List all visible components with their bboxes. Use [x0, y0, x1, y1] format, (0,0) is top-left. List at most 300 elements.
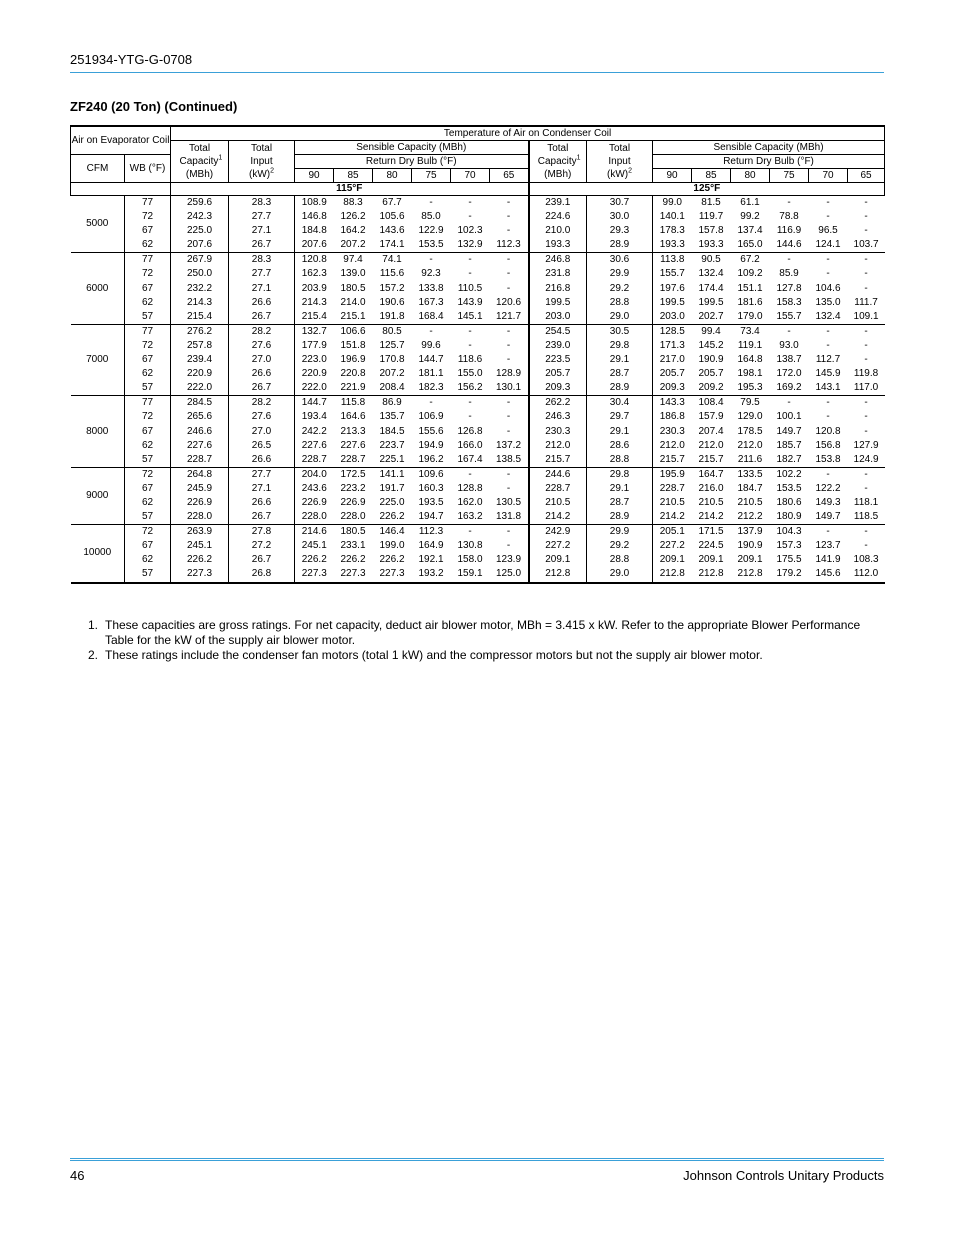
table-cell: 209.3 [653, 381, 692, 396]
table-cell: 30.0 [587, 210, 653, 224]
table-cell: 172.5 [334, 467, 373, 482]
table-cell: 128.9 [496, 368, 522, 380]
temp-125-label: 125°F [529, 183, 885, 196]
table-cell: 209.2 [698, 382, 724, 394]
table-cell: 164.7 [692, 467, 731, 482]
table-cell: 175.5 [776, 554, 802, 566]
table-cell: 228.0 [171, 510, 229, 525]
wb-value: 72 [125, 467, 171, 482]
table-row [71, 296, 885, 310]
table-cell: 192.1 [418, 554, 444, 566]
table-cell: 112.3 [496, 239, 521, 251]
table-cell: 210.5 [529, 496, 587, 510]
table-cell: 276.2 [171, 324, 229, 339]
cfm-value: 6000 [71, 253, 125, 324]
table-cell: 29.9 [587, 267, 653, 281]
table-cell: 106.9 [418, 411, 444, 423]
table-cell: 27.0 [229, 353, 295, 367]
table-cell: - [826, 211, 830, 223]
table-cell: 215.4 [295, 310, 334, 325]
table-cell: 196.2 [418, 453, 444, 465]
table-cell: 109.1 [853, 310, 879, 322]
table-cell: 27.7 [229, 210, 295, 224]
table-cell: 199.5 [529, 296, 587, 310]
table-cell: 144.7 [295, 396, 334, 411]
table-cell: 125.7 [379, 339, 405, 351]
table-cell: 130.1 [496, 382, 522, 394]
table-cell: 149.3 [815, 496, 841, 508]
table-row [71, 224, 885, 238]
table-cell: - [412, 253, 451, 268]
table-cell: 227.6 [340, 439, 366, 451]
table-cell: 29.1 [587, 353, 653, 367]
table-cell: 74.1 [373, 253, 412, 268]
table-cell: - [848, 396, 885, 411]
table-cell: 242.9 [529, 525, 587, 540]
temp-condenser-header: Temperature of Air on Condenser Coil [171, 126, 885, 141]
table-row [71, 238, 885, 253]
table-cell: 132.7 [295, 324, 334, 339]
table-cell: 180.5 [334, 525, 373, 540]
table-cell: - [506, 225, 511, 237]
table-cell: 122.2 [815, 482, 841, 494]
table-cell: 210.5 [653, 496, 692, 510]
wb-value: 57 [125, 453, 171, 468]
wb-header: WB (°F) [125, 155, 171, 183]
table-cell: 207.2 [340, 239, 366, 251]
footer-company: Johnson Controls Unitary Products [683, 1168, 884, 1183]
table-cell: 133.5 [731, 467, 770, 482]
superscript-1: 1 [576, 154, 581, 162]
table-cell: 108.4 [692, 396, 731, 411]
table-cell: 190.9 [737, 540, 763, 552]
table-cell: 28.9 [587, 238, 653, 253]
table-cell: 226.2 [379, 511, 405, 523]
table-cell: 210.5 [698, 496, 724, 508]
table-cell: 127.9 [853, 439, 879, 451]
table-cell: 185.7 [776, 439, 802, 451]
table-cell: 158.3 [776, 296, 802, 308]
table-cell: 29.0 [587, 567, 653, 582]
table-cell: 131.8 [496, 511, 522, 523]
footnote-text: These ratings include the condenser fan motors (total 1 kW) and the compressor motors but not the supply air blower motor. [105, 648, 763, 662]
table-cell: 96.5 [818, 225, 838, 237]
table-cell: 29.0 [587, 310, 653, 325]
table-cell: 262.2 [529, 396, 587, 411]
table-cell: - [864, 225, 868, 237]
table-cell: 215.7 [698, 453, 724, 465]
table-row [71, 310, 885, 325]
table-cell: 194.9 [418, 439, 444, 451]
table-cell: 177.9 [295, 339, 334, 353]
table-cell: 78.8 [779, 211, 799, 223]
table-cell: 259.6 [171, 196, 229, 211]
table-cell: 209.1 [698, 554, 724, 566]
table-cell: 143.3 [653, 396, 692, 411]
table-cell: 146.4 [373, 525, 412, 540]
wb-value: 57 [125, 310, 171, 325]
table-cell: 216.0 [698, 482, 724, 494]
table-cell: 132.4 [698, 268, 724, 280]
table-cell: - [809, 396, 848, 411]
table-cell: 140.1 [653, 210, 692, 224]
table-cell: 215.4 [171, 310, 229, 325]
table-cell: 214.3 [295, 296, 334, 310]
footnotes [70, 618, 884, 663]
table-cell: 26.6 [229, 453, 295, 468]
table-cell: 193.4 [295, 410, 334, 424]
footnote-text: These capacities are gross ratings. For net capacity, deduct air blower motor, MBh = 3.415 x kW. Refer to the appropriate Blower Performance Table for the kW of the supply air blower motor. [105, 618, 861, 647]
table-cell: 230.3 [653, 425, 692, 439]
table-cell: 164.6 [340, 411, 366, 423]
table-cell: 143.9 [457, 296, 483, 308]
table-cell: 81.5 [692, 196, 731, 211]
footnote-number: 2. [88, 648, 99, 662]
table-cell: 29.2 [587, 282, 653, 296]
table-cell: 228.7 [171, 453, 229, 468]
table-cell: 156.8 [815, 439, 841, 451]
table-cell: 29.8 [587, 339, 653, 353]
table-cell: 174.4 [698, 282, 724, 294]
table-cell: 165.0 [737, 239, 763, 251]
table-cell: 224.5 [698, 540, 724, 552]
table-cell: 104.3 [770, 525, 809, 540]
table-cell: 195.9 [653, 467, 692, 482]
table-cell: 191.8 [379, 310, 405, 322]
table-cell: 29.1 [587, 425, 653, 439]
table-cell: 124.9 [853, 453, 879, 465]
table-cell: - [864, 339, 868, 351]
table-cell: 225.0 [379, 496, 405, 508]
table-cell: 30.7 [587, 196, 653, 211]
table-cell: 164.2 [340, 225, 366, 237]
table-cell: 102.3 [457, 225, 483, 237]
table-row [71, 539, 885, 553]
table-cell: - [809, 253, 848, 268]
table-cell: 197.6 [653, 282, 692, 296]
table-cell: 27.1 [229, 282, 295, 296]
table-cell: 226.9 [171, 496, 229, 510]
total-capacity-label: Total Capacity$^1$ [179, 143, 223, 167]
cfm-value: 7000 [71, 324, 125, 395]
table-cell: 181.1 [418, 368, 444, 380]
table-cell: 203.0 [653, 310, 692, 325]
table-cell: - [864, 540, 868, 552]
cfm-header: CFM [71, 155, 125, 183]
table-cell: 211.6 [737, 453, 763, 465]
table-cell: 122.9 [418, 225, 444, 237]
table-cell: 113.8 [653, 253, 692, 268]
table-cell: 99.0 [653, 196, 692, 211]
input-unit-text: (kW) [607, 169, 629, 180]
table-cell: 227.3 [295, 567, 334, 582]
table-cell: 85.0 [421, 211, 441, 223]
table-cell: 27.2 [229, 539, 295, 553]
total-capacity-header-125 [529, 141, 587, 183]
table-cell: - [864, 482, 868, 494]
section-title: ZF240 (20 Ton) (Continued) [70, 99, 238, 114]
table-cell: 151.8 [340, 339, 366, 351]
table-cell: 246.6 [171, 425, 229, 439]
table-cell: 207.2 [379, 368, 405, 380]
table-cell: 203.9 [295, 282, 334, 296]
table-row [71, 467, 885, 482]
table-cell: 160.3 [418, 482, 444, 494]
table-cell: 29.2 [587, 539, 653, 553]
table-cell: 181.6 [737, 296, 763, 308]
table-cell: 156.2 [457, 382, 483, 394]
table-cell: 184.5 [379, 425, 405, 437]
table-cell: 117.0 [853, 382, 879, 394]
table-cell: 184.7 [737, 482, 763, 494]
table-cell: 26.7 [229, 553, 295, 567]
superscript-2: 2 [628, 167, 633, 175]
table-cell: 67.7 [373, 196, 412, 211]
table-cell: 230.3 [529, 425, 587, 439]
table-cell: 198.1 [737, 368, 763, 380]
table-cell: 130.5 [496, 496, 522, 508]
table-cell: 26.6 [229, 296, 295, 310]
table-cell: - [412, 324, 451, 339]
table-cell: 195.3 [737, 382, 763, 394]
table-cell: 212.0 [737, 439, 763, 451]
table-cell: - [848, 467, 885, 482]
table-row [71, 439, 885, 453]
table-cell: 214.2 [529, 510, 587, 525]
table-cell: - [826, 268, 830, 280]
table-cell: 155.7 [653, 267, 692, 281]
table-cell: 109.2 [737, 268, 763, 280]
capacity-unit: (MBh) [185, 169, 214, 180]
wb-value: 72 [125, 267, 171, 281]
table-cell: 170.8 [379, 354, 405, 366]
cfm-value: 8000 [71, 396, 125, 467]
table-cell: 212.8 [698, 568, 724, 580]
table-cell: 132.4 [815, 310, 841, 322]
table-cell: 199.0 [379, 540, 405, 552]
table-cell: 85.9 [779, 268, 799, 280]
table-cell: 209.1 [737, 554, 763, 566]
table-cell: 155.0 [457, 368, 483, 380]
cfm-value: 9000 [71, 467, 125, 524]
table-cell: 169.2 [776, 382, 802, 394]
table-cell: - [864, 411, 868, 423]
table-cell: 214.0 [340, 296, 366, 308]
table-cell: 145.9 [815, 368, 841, 380]
table-cell: 143.6 [379, 225, 405, 237]
table-cell: - [770, 324, 809, 339]
table-cell: 179.0 [737, 310, 763, 322]
table-cell: 212.0 [529, 439, 587, 453]
table-cell: 214.3 [171, 296, 229, 310]
table-row [71, 453, 885, 468]
table-cell: 132.9 [457, 239, 483, 251]
table-cell: 29.9 [587, 525, 653, 540]
table-cell: 162.0 [457, 496, 483, 508]
table-cell: 220.9 [295, 367, 334, 381]
table-cell: 26.8 [229, 567, 295, 582]
table-cell: 166.0 [457, 439, 483, 451]
temp-115-label: 115°F [171, 183, 529, 196]
table-cell: - [490, 253, 529, 268]
table-cell: 179.2 [776, 568, 802, 580]
table-cell: 214.6 [295, 525, 334, 540]
table-cell: - [506, 282, 511, 294]
table-cell: 157.3 [776, 540, 802, 552]
superscript-1: 1 [218, 154, 223, 162]
table-cell: 27.8 [229, 525, 295, 540]
table-cell: 28.2 [229, 324, 295, 339]
table-cell: 92.3 [421, 268, 441, 280]
table-row [71, 510, 885, 525]
table-cell: - [826, 411, 830, 423]
footer-rule [70, 1158, 884, 1161]
table-cell: 28.6 [587, 439, 653, 453]
table-cell: 205.7 [653, 367, 692, 381]
table-cell: 143.1 [815, 382, 841, 394]
dry-bulb-col-header: 80 [731, 169, 770, 183]
table-cell: - [770, 396, 809, 411]
table-cell: 228.7 [529, 482, 587, 496]
table-cell: 155.7 [776, 310, 802, 322]
table-cell: - [468, 211, 472, 223]
table-cell: 149.7 [776, 425, 802, 437]
table-cell: - [848, 253, 885, 268]
table-cell: 73.4 [731, 324, 770, 339]
table-cell: 128.5 [653, 324, 692, 339]
table-cell: 212.2 [737, 511, 763, 523]
table-cell: 227.3 [379, 568, 405, 580]
table-cell: 97.4 [334, 253, 373, 268]
table-cell: 284.5 [171, 396, 229, 411]
table-cell: 220.8 [340, 368, 366, 380]
table-cell: 171.5 [692, 525, 731, 540]
dry-bulb-col-header: 90 [295, 169, 334, 183]
table-cell: - [451, 253, 490, 268]
dry-bulb-col-header: 70 [451, 169, 490, 183]
table-cell: 225.0 [171, 224, 229, 238]
table-row [71, 410, 885, 424]
table-cell: 245.9 [171, 482, 229, 496]
table-cell: 28.7 [587, 367, 653, 381]
table-cell: 242.3 [171, 210, 229, 224]
table-cell: 106.6 [334, 324, 373, 339]
table-cell: 123.9 [496, 554, 522, 566]
table-cell: 141.9 [815, 554, 841, 566]
dry-bulb-col-header: 90 [653, 169, 692, 183]
table-cell: - [864, 211, 868, 223]
table-cell: 27.1 [229, 482, 295, 496]
table-cell: 135.0 [815, 296, 841, 308]
dry-bulb-col-header: 85 [692, 169, 731, 183]
table-cell: - [490, 467, 529, 482]
dry-bulb-col-header: 75 [412, 169, 451, 183]
table-cell: 217.0 [653, 353, 692, 367]
table-cell: 205.7 [529, 367, 587, 381]
table-cell: 26.7 [229, 381, 295, 396]
wb-value: 72 [125, 210, 171, 224]
wb-value: 77 [125, 196, 171, 211]
table-cell: 100.1 [776, 411, 802, 423]
table-cell: 227.3 [340, 568, 366, 580]
table-cell: - [864, 425, 868, 437]
table-cell: - [451, 396, 490, 411]
table-row [71, 267, 885, 281]
table-cell: 215.7 [529, 453, 587, 468]
header-rule [70, 72, 884, 73]
table-cell: 120.6 [496, 296, 522, 308]
table-cell: 159.1 [457, 568, 483, 580]
table-cell: 144.7 [418, 354, 444, 366]
table-cell: 139.0 [340, 268, 366, 280]
wb-value: 77 [125, 324, 171, 339]
wb-value: 72 [125, 339, 171, 353]
table-cell: - [848, 525, 885, 540]
table-cell: 228.0 [295, 510, 334, 525]
table-cell: 28.8 [587, 453, 653, 468]
table-cell: 180.5 [340, 282, 366, 294]
table-cell: 99.2 [740, 211, 760, 223]
table-cell: 116.9 [776, 225, 802, 237]
table-cell: 174.1 [379, 239, 405, 251]
table-cell: 118.6 [457, 354, 483, 366]
total-capacity-label: Total Capacity$^1$ [537, 143, 581, 167]
table-cell: - [412, 196, 451, 211]
wb-value: 67 [125, 353, 171, 367]
table-cell: 28.9 [587, 381, 653, 396]
table-cell: - [864, 268, 868, 280]
table-cell: 220.9 [171, 367, 229, 381]
table-row [71, 567, 885, 582]
wb-value: 57 [125, 381, 171, 396]
table-cell: 103.7 [853, 239, 879, 251]
table-cell: - [848, 324, 885, 339]
table-cell: - [770, 196, 809, 211]
table-cell: 129.0 [737, 411, 763, 423]
table-cell: 221.9 [340, 382, 366, 394]
table-cell: 120.8 [295, 253, 334, 268]
table-cell: 61.1 [731, 196, 770, 211]
table-row [71, 396, 885, 411]
table-cell: 263.9 [171, 525, 229, 540]
wb-value: 67 [125, 425, 171, 439]
wb-value: 57 [125, 510, 171, 525]
table-cell: - [506, 354, 511, 366]
table-cell: 137.2 [496, 439, 522, 451]
table-cell: 99.6 [421, 339, 441, 351]
table-cell: - [468, 411, 472, 423]
table-row [71, 324, 885, 339]
table-cell: 214.2 [698, 511, 724, 523]
table-cell: 118.5 [853, 511, 879, 523]
table-cell: - [451, 525, 490, 540]
table-cell: 172.0 [776, 368, 802, 380]
footnote-item [70, 618, 884, 648]
return-dry-bulb-header-115: Return Dry Bulb (°F) [295, 155, 529, 169]
table-cell: 125.0 [496, 568, 522, 580]
air-on-evap-header: Air on Evaporator Coil [71, 126, 171, 155]
table-cell: 209.1 [653, 553, 692, 567]
table-cell: 246.3 [529, 410, 587, 424]
table-cell: 99.4 [692, 324, 731, 339]
table-cell: - [809, 467, 848, 482]
table-cell: 108.9 [295, 196, 334, 211]
table-cell: 126.2 [340, 211, 366, 223]
table-cell: 29.7 [587, 410, 653, 424]
table-cell: 228.7 [653, 482, 692, 496]
table-cell: 128.8 [457, 482, 483, 494]
total-input-header-125 [587, 141, 653, 183]
